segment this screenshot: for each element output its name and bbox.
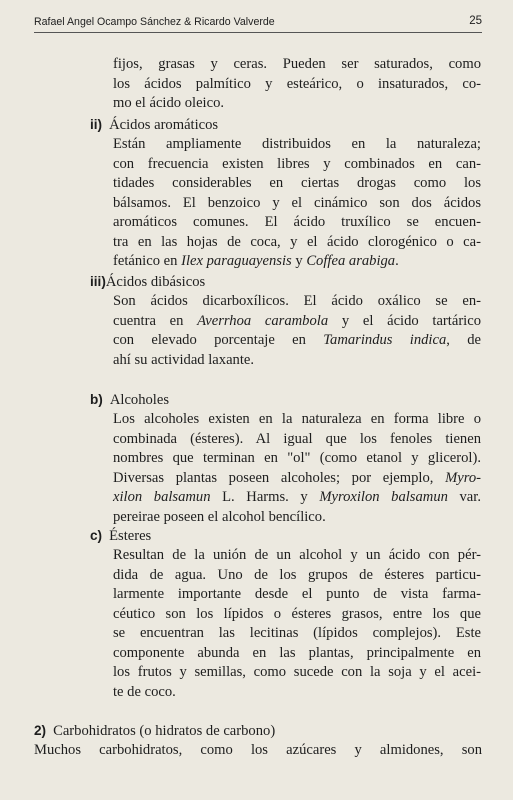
text-line: Están ampliamente distribuidos en la naturaleza; bbox=[113, 136, 481, 152]
heading-carbohidratos bbox=[34, 721, 275, 742]
text-line: los ácidos palmítico y esteárico, o insaturados, co- bbox=[113, 75, 481, 92]
page-number: 25 bbox=[469, 15, 482, 27]
list-marker: ii) bbox=[90, 117, 103, 132]
text-line: fijos, grasas y ceras. Pueden ser saturados, como bbox=[113, 56, 481, 72]
text-line: Resultan de la unión de un alcohol y un ácido con pér- bbox=[113, 547, 481, 563]
acidos-aromaticos-paragraph bbox=[113, 135, 481, 272]
carbohidratos-paragraph bbox=[34, 741, 482, 761]
text-line: Son ácidos dicarboxílicos. El ácido oxálico se en- bbox=[113, 293, 481, 309]
text-line: céutico son los lípidos o ésteres grasos, entre los que bbox=[113, 605, 481, 622]
header-author: Rafael Angel Ocampo Sánchez & Ricardo Valverde bbox=[34, 16, 275, 28]
species-name: Tamarindus indica bbox=[323, 332, 447, 348]
heading-text: Carbohidratos (o hidratos de carbono) bbox=[53, 723, 276, 739]
text-line: nombres que terminan en "ol" (como etanol y glicerol). bbox=[113, 450, 481, 466]
text-line: aromáticos comunes. El ácido truxílico se encuen- bbox=[113, 214, 481, 230]
species-name: xilon balsamun bbox=[113, 489, 211, 505]
text-line: Diversas plantas poseen alcoholes; por ejemplo, Myro- bbox=[113, 469, 481, 486]
esteres-paragraph bbox=[113, 546, 481, 702]
text-line: Muchos carbohidratos, como los azúcares y almidones, son bbox=[34, 742, 482, 758]
heading-text: Ácidos aromáticos bbox=[109, 117, 219, 133]
text-line: se encuentran las lecitinas (lípidos complejos). Este bbox=[113, 625, 481, 641]
text-line: con frecuencia existen libres y combinados en can- bbox=[113, 155, 481, 172]
list-marker: 2) bbox=[34, 723, 47, 738]
text-line: cuentra en Averrhoa carambola y el ácido tartárico bbox=[113, 312, 482, 329]
text-line: xilon balsamun L. Harms. y Myroxilon balsamun var. bbox=[113, 489, 481, 505]
species-name: Myroxilon balsamun bbox=[319, 489, 448, 505]
list-marker: b) bbox=[90, 392, 103, 407]
text-line: mo el ácido oleico. bbox=[113, 95, 225, 111]
species-name: Averrhoa carambola bbox=[197, 312, 329, 329]
species-name: Ilex paraguayensis bbox=[181, 253, 292, 269]
heading-acidos-dibasicos bbox=[90, 272, 205, 293]
text-line: bálsamos. El benzoico y el cinámico son dos ácidos bbox=[113, 194, 481, 211]
text-line: tidades considerables en ciertas drogas como los bbox=[113, 175, 481, 191]
alcoholes-paragraph bbox=[113, 410, 481, 527]
text-line: pereirae poseen el alcohol bencílico. bbox=[113, 508, 326, 525]
text-line: Los alcoholes existen en la naturaleza en forma libre o bbox=[113, 411, 481, 427]
heading-alcoholes bbox=[90, 390, 169, 411]
heading-text: Ácidos dibásicos bbox=[105, 274, 206, 290]
text-line: componente abunda en las plantas, principalmente en bbox=[113, 644, 481, 661]
heading-acidos-aromaticos bbox=[90, 115, 218, 136]
text-line: te de coco. bbox=[113, 683, 176, 700]
text-line: larmente importante desde el punto de vista farma- bbox=[113, 586, 481, 602]
text-line: tra en las hojas de coca, y el ácido clorogénico o ca- bbox=[113, 233, 481, 250]
list-marker: c) bbox=[90, 528, 103, 543]
text-line: dida de agua. Uno de los grupos de ésteres particu- bbox=[113, 566, 481, 583]
heading-text: Ésteres bbox=[109, 528, 152, 544]
species-name: Myro- bbox=[445, 469, 481, 486]
text-line: combinada (ésteres). Al igual que los fenoles tienen bbox=[113, 430, 481, 447]
heading-text: Alcoholes bbox=[109, 392, 170, 408]
text-line: ahí su actividad laxante. bbox=[113, 351, 255, 368]
acidos-dibasicos-paragraph bbox=[113, 292, 481, 370]
text-line: con elevado porcentaje en Tamarindus indica, de bbox=[113, 332, 482, 348]
species-name: Coffea arabiga bbox=[306, 253, 396, 269]
text-line: fetánico en Ilex paraguayensis y Coffea arabiga. bbox=[113, 253, 399, 269]
running-head bbox=[34, 15, 482, 33]
text-line: los frutos y semillas, como sucede con la soja y el acei- bbox=[113, 664, 481, 680]
list-marker: iii) bbox=[90, 274, 106, 289]
intro-paragraph bbox=[113, 55, 481, 114]
heading-esteres bbox=[90, 526, 151, 547]
